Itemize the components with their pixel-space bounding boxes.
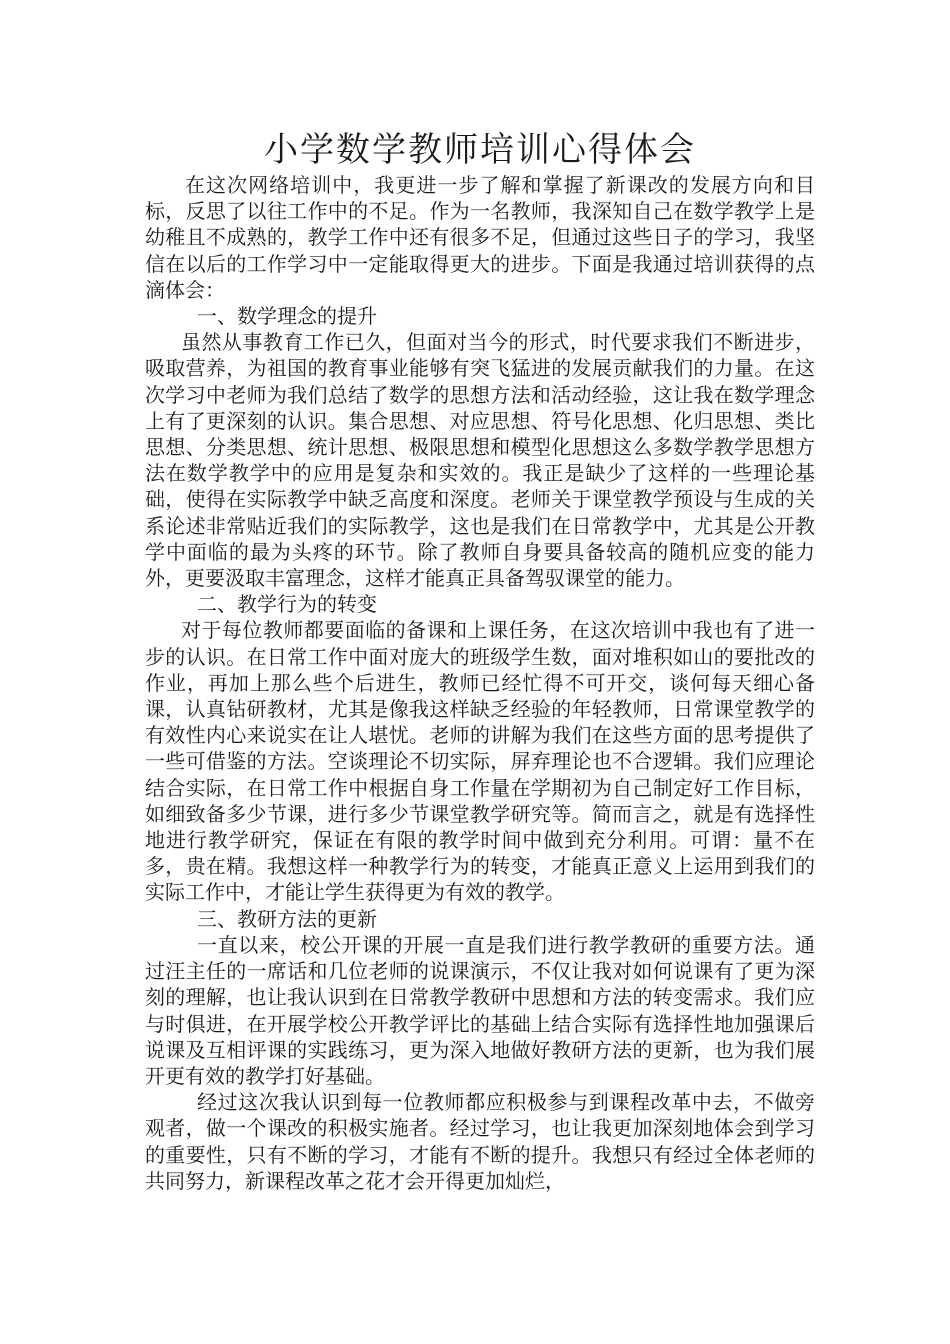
section-heading-2: 二、教学行为的转变 [197,592,377,617]
section-body-1: 虽然从事教育工作已久，但面对当今的形式，时代要求我们不断进步，吸取营养，为祖国的教育事业能够有突飞猛进的发展贡献我们的力量。在这次学习中老师为我们总结了数学的思想方法和活动经验，这让我在数学理念上有了更深刻的认识。集合思想、对应思想、符号化思想、化归思想、类比思想、分类思想、统计思想、极限思想和模型化思想这么多数学教学思想方法在数学教学中的应用是复杂和实效的。我正是缺少了这样的一些理论基础，使得在实际教学中缺乏高度和深度。老师关于课堂教学预设与生成的关系论述非常贴近我们的实际教学，这也是我们在日常教学中，尤其是公开教学中面临的最为头疼的环节。除了教师自身要具备较高的随机应变的能力外，更要汲取丰富理念，这样才能真正具备驾驭课堂的能力。 [145,330,815,591]
section-body-2: 对于每位教师都要面临的备课和上课任务，在这次培训中我也有了进一步的认识。在日常工作中面对庞大的班级学生数，面对堆积如山的要批改的作业，再加上那么些个后进生，教师已经忙得不可开交，谈何每天细心备课，认真钻研教材，尤其是像我这样缺乏经验的年轻教师，日常课堂教学的有效性内心来说实在让人堪忧。老师的讲解为我们在这些方面的思考提供了一些可借鉴的方法。空谈理论不切实际，屏弃理论也不合逻辑。我们应理论结合实际，在日常工作中根据自身工作量在学期初为自己制定好工作目标，如细致备多少节课，进行多少节课堂教学研究等。简而言之，就是有选择性地进行教学研究，保证在有限的教学时间中做到充分利用。可谓：量不在多，贵在精。我想这样一种教学行为的转变，才能真正意义上运用到我们的实际工作中，才能让学生获得更为有效的教学。 [145,618,815,905]
closing-paragraph: 经过这次我认识到每一位教师都应积极参与到课程改革中去，不做旁观者，做一个课改的积极实施者。经过学习，也让我更加深刻地体会到学习的重要性，只有不断的学习，才能有不断的提升。我想只有经过全体老师的共同努力，新课程改革之花才会开得更加灿烂， [145,1090,815,1193]
section-body-3: 一直以来，校公开课的开展一直是我们进行教学教研的重要方法。通过汪主任的一席话和几位老师的说课演示，不仅让我对如何说课有了更为深刻的理解，也让我认识到在日常教学教研中思想和方法的转变需求。我们应与时俱进，在开展学校公开教学评比的基础上结合实际有选择性地加强课后说课及互相评课的实践练习，更为深入地做好教研方法的更新，也为我们展开更有效的教学打好基础。 [145,932,815,1088]
section-heading-1: 一、数学理念的提升 [197,304,377,329]
document-title: 小学数学教师培训心得体会 [264,130,696,170]
intro-paragraph: 在这次网络培训中，我更进一步了解和掌握了新课改的发展方向和目标，反思了以往工作中的不足。作为一名教师，我深知自己在数学教学上是幼稚且不成熟的，教学工作中还有很多不足，但通过这些日子的学习，我坚信在以后的工作学习中一定能取得更大的进步。下面是我通过培训获得的点滴体会： [145,173,815,302]
section-heading-3: 三、教研方法的更新 [197,906,377,931]
document-content [145,128,815,1194]
